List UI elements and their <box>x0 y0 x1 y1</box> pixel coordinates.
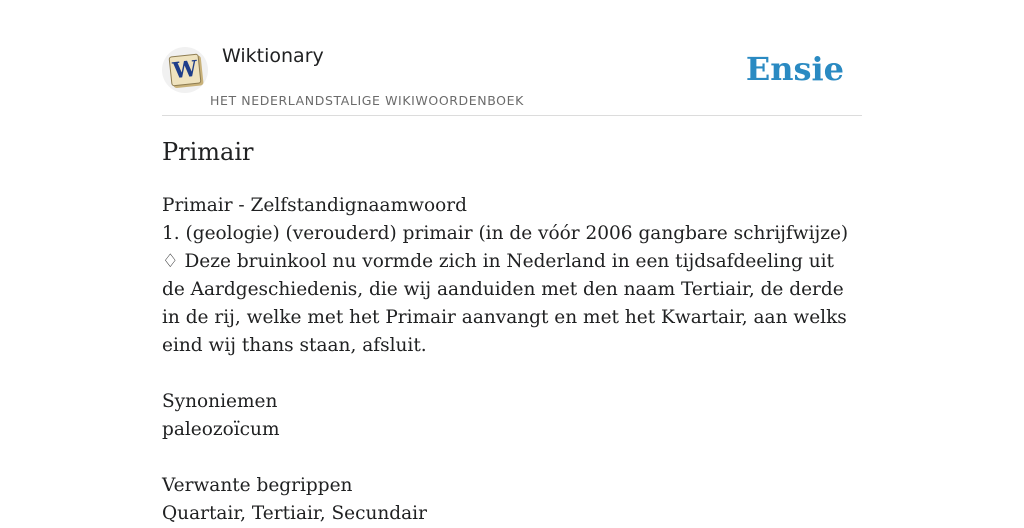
wiktionary-logo-icon: W <box>169 54 202 87</box>
synonyms-list: paleozoïcum <box>162 419 280 440</box>
site-tagline: HET NEDERLANDSTALIGE WIKIWOORDENBOEK <box>210 93 524 108</box>
entry-example: ♢ Deze bruinkool nu vormde zich in Nederland in een tijdsafdeeling uit de Aardgeschiedenis, die wij aanduiden met den naam Tertiair, de derde in de rij, welke met het Primair aanvangt en met het Kwartair, aan welks eind wij thans staan, afsluit. <box>162 251 847 356</box>
site-name[interactable]: Wiktionary <box>222 45 324 67</box>
site-header <box>162 0 862 116</box>
related-heading: Verwante begrippen <box>162 475 353 496</box>
page-container <box>162 0 862 524</box>
page-title: Primair <box>162 138 254 166</box>
ensie-brand-link[interactable]: Ensie <box>745 50 844 88</box>
wiktionary-logo[interactable] <box>162 47 208 93</box>
related-list: Quartair, Tertiair, Secundair <box>162 503 427 524</box>
spacer <box>162 444 862 472</box>
spacer <box>162 360 862 388</box>
entry-content <box>162 192 862 528</box>
entry-definition: 1. (geologie) (verouderd) primair (in de vóór 2006 gangbare schrijfwijze) <box>162 223 849 244</box>
synonyms-heading: Synoniemen <box>162 391 278 412</box>
entry-heading: Primair - Zelfstandignaamwoord <box>162 195 467 216</box>
